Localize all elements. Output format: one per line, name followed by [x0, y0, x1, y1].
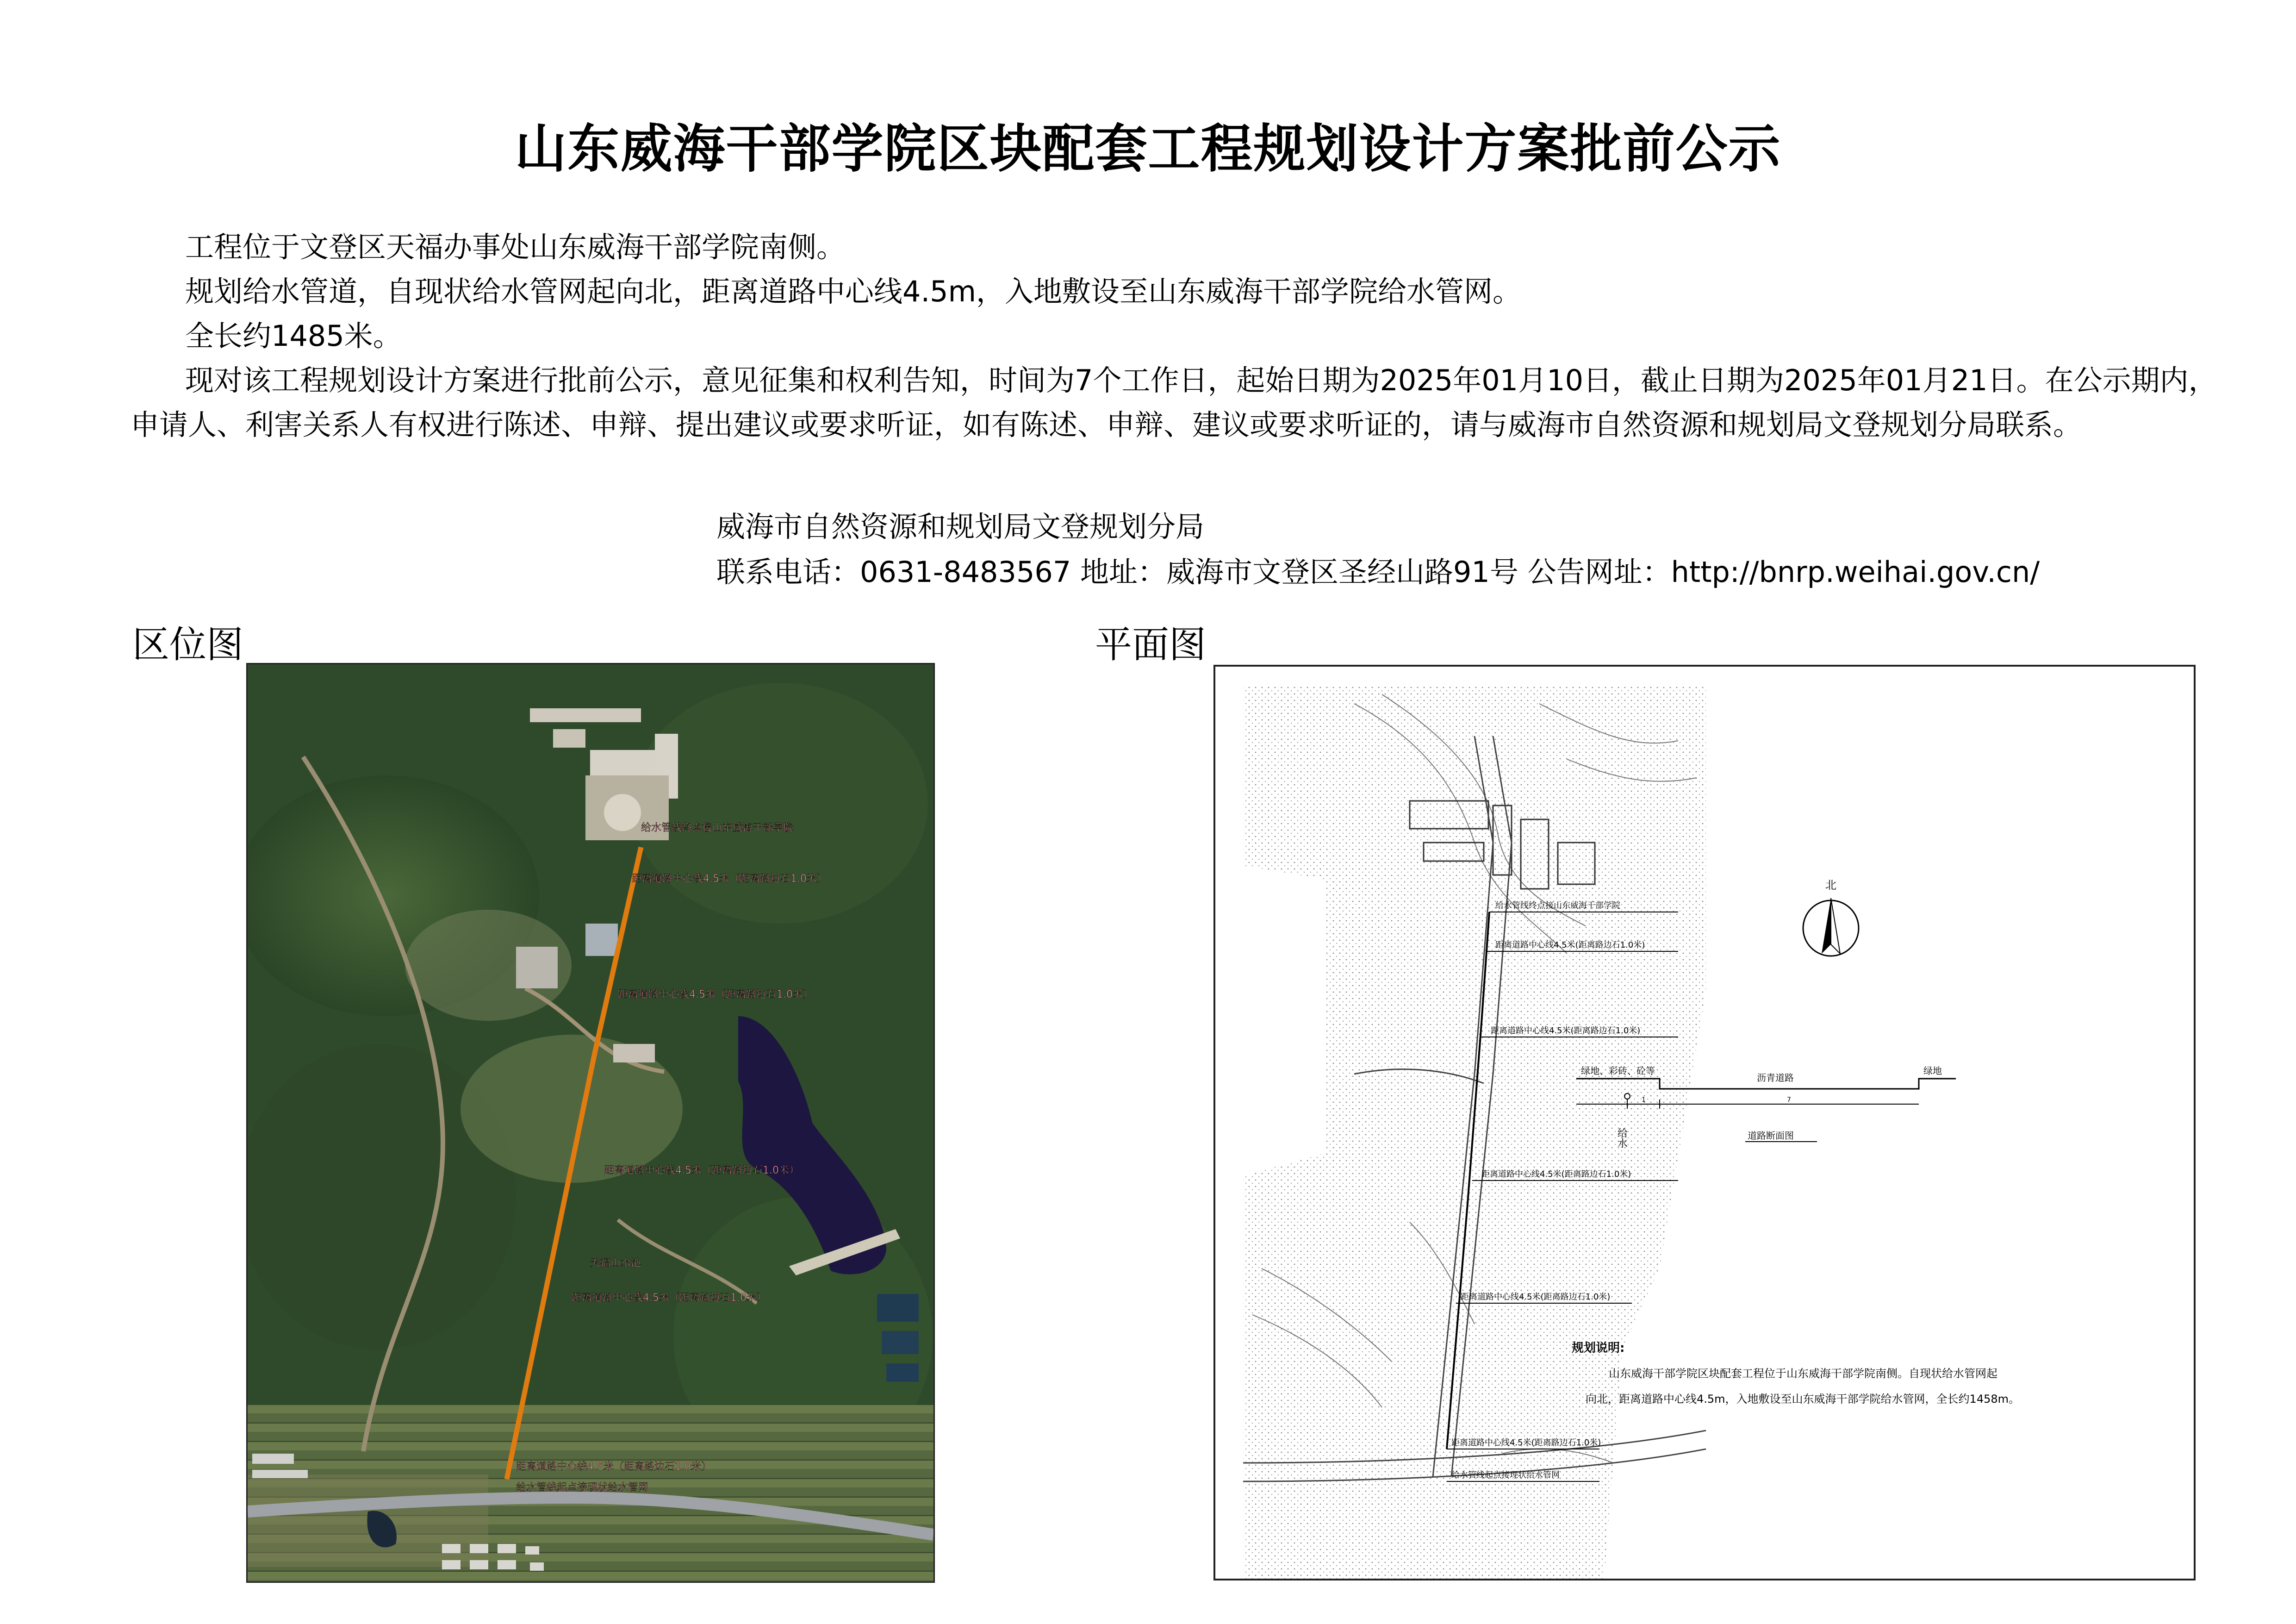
plan-offset-label-2: 距离道路中心线4.5米(距离路边石1.0米)	[1491, 1026, 1641, 1036]
notes-line-1: 山东威海干部学院区块配套工程位于山东威海干部学院南侧。自现状给水管网起	[1609, 1367, 1997, 1380]
location-map	[246, 663, 935, 1583]
paragraph-notice: 现对该工程规划设计方案进行批前公示，意见征集和权利告知，时间为7个工作日，起始日期为2025年01月10日，截止日期为2025年01月21日。在公示期内，申请人、利害关系人有权进行陈述、申辩、提出建议或要求听证，如有陈述、申辩、建议或要求听证的，请与威海市自然资源和规划局文登规划分局联系。	[131, 363, 2217, 442]
campus-building	[530, 708, 641, 722]
plan-drawing	[1213, 665, 2196, 1580]
reservoir-label: 天福山水池	[590, 1257, 641, 1269]
section-caption: 道路断面图	[1748, 1130, 1794, 1141]
offset-label-3: 距离道路中心线4.5米（距离路边石1.0米）	[604, 1165, 799, 1176]
offset-label-2: 距离道路中心线4.5米（距离路边石1.0米）	[618, 989, 813, 1000]
section-dim-2: 7	[1787, 1096, 1791, 1104]
pond	[886, 1363, 919, 1382]
plan-offset-label-1: 距离道路中心线4.5米(距离路边石1.0米)	[1495, 940, 1645, 950]
forest-patch	[632, 683, 928, 924]
issuing-organization: 威海市自然资源和规划局文登规划分局	[716, 510, 1205, 543]
offset-label-5: 距离道路中心线4.5米（距离路边石1.0米）	[516, 1461, 711, 1473]
paragraph-pipeline: 规划给水管道，自现状给水管网起向北，距离道路中心线4.5m，入地敷设至山东威海干部学院给水管网。	[185, 275, 1521, 308]
planning-notes	[1572, 1341, 2020, 1405]
plan-offset-label-5: 距离道路中心线4.5米(距离路边石1.0米)	[1451, 1438, 1601, 1448]
offset-label-1: 距离道路中心线4.5米（距离路边石1.0米）	[632, 873, 827, 885]
page-title: 山东威海干部学院区块配套工程规划设计方案批前公示	[515, 119, 1781, 179]
building	[516, 947, 558, 988]
north-label: 北	[1825, 879, 1836, 892]
notes-line-2: 向北，距离道路中心线4.5m，入地敷设至山东威海干部学院给水管网，全长约1458m。	[1586, 1393, 2020, 1405]
location-map-label: 区位图	[132, 623, 243, 666]
pipeline-start-label: 给水管线起点接现状给水管网	[516, 1482, 649, 1493]
pond	[877, 1294, 919, 1322]
section-dim-1: 1	[1642, 1096, 1646, 1104]
section-right-label: 绿地	[1923, 1065, 1942, 1076]
plan-start-label: 给水管线起点接现状给水管网	[1451, 1470, 1560, 1480]
section-water-label: 给水	[1616, 1128, 1628, 1148]
campus-plaza	[604, 794, 641, 831]
plan-offset-label-4: 距离道路中心线4.5米(距离路边石1.0米)	[1461, 1292, 1611, 1302]
plan-map-label: 平面图	[1095, 623, 1206, 666]
building	[585, 924, 618, 956]
contact-line: 联系电话：0631-8483567 地址：威海市文登区圣经山路91号 公告网址：http://bnrp.weihai.gov.cn/	[716, 555, 2040, 589]
notes-title: 规划说明:	[1572, 1341, 1625, 1355]
plan-offset-label-3: 距离道路中心线4.5米(距离路边石1.0米)	[1481, 1169, 1631, 1179]
offset-label-4: 距离道路中心线4.5米（距离路边石1.0米）	[572, 1292, 767, 1304]
paragraph-length: 全长约1485米。	[185, 319, 402, 353]
section-middle-label: 沥青道路	[1757, 1072, 1794, 1083]
campus-building	[553, 729, 585, 748]
campus-building	[590, 750, 664, 778]
pond	[882, 1331, 919, 1354]
section-left-label: 绿地、彩砖、砼等	[1581, 1065, 1655, 1076]
paragraph-location: 工程位于文登区天福办事处山东威海干部学院南侧。	[185, 230, 846, 264]
building	[613, 1044, 655, 1062]
north-arrow-icon	[1803, 879, 1859, 956]
pipeline-end-label: 给水管线终点接山东威海干部学院	[641, 822, 794, 834]
plan-end-label: 给水管线终点接山东威海干部学院	[1495, 901, 1620, 911]
